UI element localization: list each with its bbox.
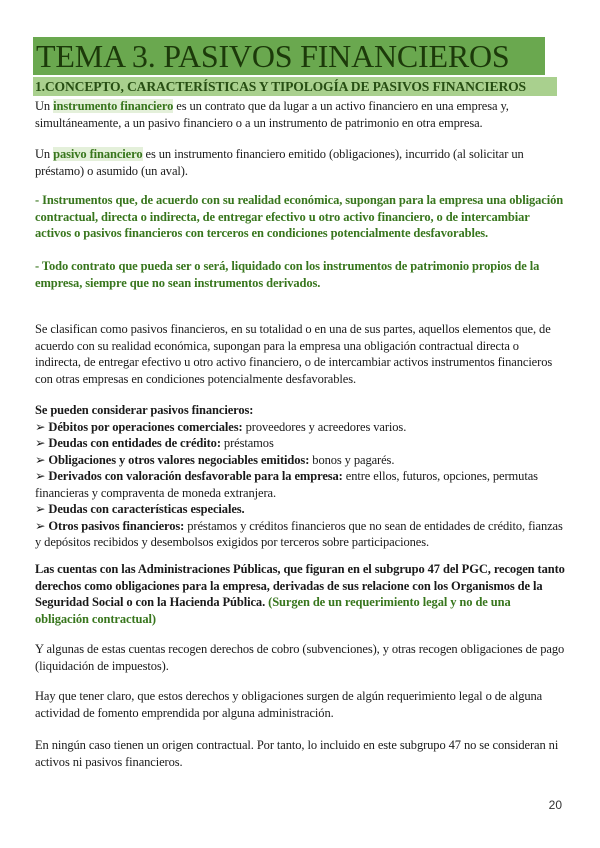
list-item-label: Deudas con entidades de crédito: bbox=[48, 436, 221, 450]
list-item-text: entre ellos, futuros, opciones, permutas financieras y compraventa de moneda extranjera. bbox=[35, 469, 538, 500]
list-item bbox=[35, 452, 567, 469]
list-item-label: Otros pasivos financieros: bbox=[48, 518, 185, 533]
paragraph-clasificacion: Se clasifican como pasivos financieros, en su totalidad o en una de sus partes, aquellos elementos que, de acuerdo con su realidad económica, supongan para la empresa una obligación contractual directa o indirecta, de entregar efectivo u otro activo financiero, o de intercambiar activos instrumentos financieros con otras empresas en condiciones potencialmente desfavorables. bbox=[35, 322, 553, 386]
p1-pre: Un bbox=[35, 99, 54, 113]
p2-post: es un instrumento financiero emitido (obligaciones), incurrido (al solicitar un préstamo) o asumido (un aval). bbox=[35, 147, 524, 178]
list-item-label: Obligaciones y otros valores negociables emitidos: bbox=[48, 452, 310, 467]
bullet-arrow-icon: ➢ bbox=[35, 419, 46, 434]
list-item bbox=[35, 419, 567, 436]
bullet-arrow-icon: ➢ bbox=[35, 452, 46, 467]
section-heading: 1.CONCEPTO, CARACTERÍSTICAS Y TIPOLOGÍA DE PASIVOS FINANCIEROS bbox=[33, 77, 557, 96]
paragraph-administraciones-publicas bbox=[35, 561, 567, 627]
page-number: 20 bbox=[548, 798, 562, 812]
term-pasivo-financiero: pasivo financiero bbox=[53, 147, 143, 161]
bullet-arrow-icon: ➢ bbox=[35, 436, 46, 450]
bullet-arrow-icon: ➢ bbox=[35, 502, 46, 516]
page-title: TEMA 3. PASIVOS FINANCIEROS bbox=[33, 37, 545, 75]
list-heading: Se pueden considerar pasivos financieros: bbox=[35, 403, 254, 417]
list-item bbox=[35, 468, 567, 501]
list-item bbox=[35, 501, 567, 518]
list-item-label: Deudas con características especiales. bbox=[48, 502, 245, 516]
paragraph-pasivo-financiero bbox=[35, 146, 567, 179]
admin-main-text: Las cuentas con las Administraciones Públicas, que figuran en el subgrupo 47 del PGC, recogen tanto derechos como obligaciones para la empresa, derivadas de sus relacione con los Organismos de la Seguridad Social o con la Hacienda Pública. bbox=[35, 562, 565, 609]
admin-note: (Surgen de un requerimiento legal y no de una obligación contractual) bbox=[35, 595, 511, 626]
definition-point-1: - Instrumentos que, de acuerdo con su realidad económica, supongan para la empresa una obligación contractual, directa o indirecta, de entregar efectivo u otro activo financiero, o de intercambiar activos o pasivos financieros con terceros en condiciones potencialmente desfavorables. bbox=[35, 193, 564, 240]
term-instrumento-financiero: instrumento financiero bbox=[53, 99, 174, 113]
pasivos-list bbox=[35, 402, 567, 551]
paragraph-requerimiento-legal: Hay que tener claro, que estos derechos y obligaciones surgen de algún requerimiento legal o de alguna actividad de fomento emprendida por alguna administración. bbox=[35, 689, 543, 720]
bullet-arrow-icon: ➢ bbox=[35, 518, 46, 533]
list-item bbox=[35, 518, 567, 551]
list-item bbox=[35, 435, 567, 452]
list-item-label: Débitos por operaciones comerciales: bbox=[48, 419, 243, 434]
paragraph-derechos-obligaciones: Y algunas de estas cuentas recogen derechos de cobro (subvenciones), y otras recogen obligaciones de pago (liquidación de impuestos). bbox=[35, 642, 565, 673]
list-item-text: préstamos bbox=[220, 436, 274, 450]
paragraph-origen-contractual: En ningún caso tienen un origen contractual. Por tanto, lo incluido en este subgrupo 47 no se consideran ni activos ni pasivos financieros. bbox=[35, 738, 559, 769]
p1-post: es un contrato que da lugar a un activo financiero en una empresa y, simultáneamente, a un pasivo financiero o a un instrumento de patrimonio en otra empresa. bbox=[35, 99, 509, 130]
list-item-text: préstamos y créditos financieros que no sean de entidades de crédito, fianzas y depósitos recibidos y desembolsos exigidos por terceros sobre participaciones. bbox=[35, 518, 563, 549]
list-item-label: Derivados con valoración desfavorable para la empresa: bbox=[48, 469, 343, 483]
definition-point-2: - Todo contrato que pueda ser o será, liquidado con los instrumentos de patrimonio propios de la empresa, siempre que no sean instrumentos derivados. bbox=[35, 259, 540, 290]
bullet-arrow-icon: ➢ bbox=[35, 469, 46, 483]
list-item-text: bonos y pagarés. bbox=[309, 452, 395, 467]
list-item-text: proveedores y acreedores varios. bbox=[242, 419, 407, 434]
paragraph-instrumento-financiero bbox=[35, 98, 567, 131]
p2-pre: Un bbox=[35, 147, 54, 161]
